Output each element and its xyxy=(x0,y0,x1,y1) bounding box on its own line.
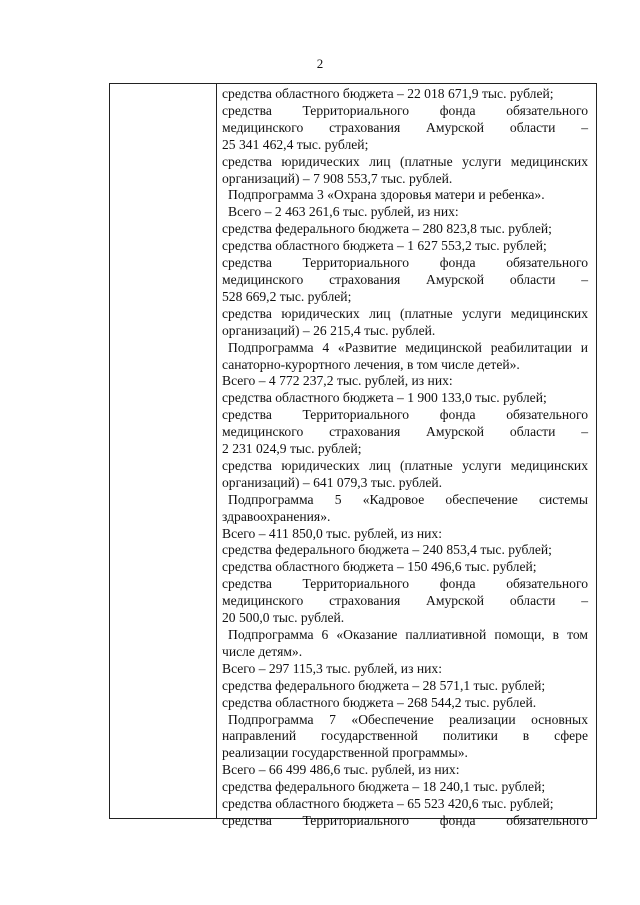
text-line: организаций) – 7 908 553,7 тыс. рублей. xyxy=(222,170,453,186)
text-line: медицинского страхования Амурской области – xyxy=(222,593,588,609)
text-line: Всего – 66 499 486,6 тыс. рублей, из них: xyxy=(222,762,460,778)
funding-text xyxy=(222,86,588,830)
text-line: 20 500,0 тыс. рублей. xyxy=(222,610,345,626)
text-line: средства Территориального фонда обязательного xyxy=(222,255,588,271)
text-line: средства юридических лиц (платные услуги медицинских xyxy=(222,305,588,321)
text-line: Подпрограмма 6 «Оказание паллиативной помощи, в том xyxy=(228,627,588,642)
text-line: санаторно-курортного лечения, в том числе детей». xyxy=(222,356,520,372)
text-line: средства юридических лиц (платные услуги медицинских xyxy=(222,457,588,473)
text-line: средства федерального бюджета – 28 571,1 тыс. рублей; xyxy=(222,677,546,693)
text-line: средства областного бюджета – 22 018 671,9 тыс. рублей; xyxy=(222,86,554,101)
text-line: 25 341 462,4 тыс. рублей; xyxy=(222,136,369,152)
text-line: 2 231 024,9 тыс. рублей; xyxy=(222,441,362,457)
text-line: средства федерального бюджета – 280 823,8 тыс. рублей; xyxy=(222,221,552,237)
text-line: Подпрограмма 5 «Кадровое обеспечение системы xyxy=(228,491,588,507)
column-divider xyxy=(216,84,217,818)
text-line: Подпрограмма 7 «Обеспечение реализации основных xyxy=(228,711,588,727)
table-frame xyxy=(109,83,597,828)
text-line: средства областного бюджета – 1 627 553,2 тыс. рублей; xyxy=(222,238,547,254)
text-line: здравоохранения». xyxy=(222,508,331,524)
text-line: 528 669,2 тыс. рублей; xyxy=(222,288,352,304)
text-line: средства областного бюджета – 65 523 420,6 тыс. рублей; xyxy=(222,796,554,812)
text-line: медицинского страхования Амурской области – xyxy=(222,271,588,287)
text-line: числе детям». xyxy=(222,643,303,659)
text-line: средства Территориального фонда обязательного xyxy=(222,407,588,423)
text-line: средства Территориального фонда обязательного xyxy=(222,576,588,592)
text-line: Подпрограмма 3 «Охрана здоровья матери и ребенка». xyxy=(228,187,545,203)
text-line: реализации государственной программы». xyxy=(222,745,468,761)
text-line: Всего – 411 850,0 тыс. рублей, из них: xyxy=(222,525,442,541)
text-line: Всего – 4 772 237,2 тыс. рублей, из них: xyxy=(222,373,453,389)
text-line: средства областного бюджета – 150 496,6 тыс. рублей; xyxy=(222,559,537,575)
text-line: средства областного бюджета – 268 544,2 тыс. рублей. xyxy=(222,694,537,710)
text-line: медицинского страхования Амурской области – xyxy=(222,119,588,135)
text-line: средства юридических лиц (платные услуги медицинских xyxy=(222,153,588,169)
page-number: 2 xyxy=(316,56,324,71)
text-line: средства федерального бюджета – 240 853,4 тыс. рублей; xyxy=(222,542,552,558)
text-line: Всего – 2 463 261,6 тыс. рублей, из них: xyxy=(228,204,459,220)
text-line: средства Территориального фонда обязательного xyxy=(222,812,588,828)
text-line: направлений государственной политики в сфере xyxy=(222,728,588,744)
text-line: организаций) – 641 079,3 тыс. рублей. xyxy=(222,474,443,490)
text-line: средства федерального бюджета – 18 240,1 тыс. рублей; xyxy=(222,779,546,795)
text-line: средства Территориального фонда обязательного xyxy=(222,102,588,118)
text-line: организаций) – 26 215,4 тыс. рублей. xyxy=(222,322,436,338)
text-line: средства областного бюджета – 1 900 133,0 тыс. рублей; xyxy=(222,390,547,406)
text-line: медицинского страхования Амурской области – xyxy=(222,424,588,440)
text-line: Подпрограмма 4 «Развитие медицинской реабилитации и xyxy=(228,339,588,355)
text-line: Всего – 297 115,3 тыс. рублей, из них: xyxy=(222,660,442,676)
